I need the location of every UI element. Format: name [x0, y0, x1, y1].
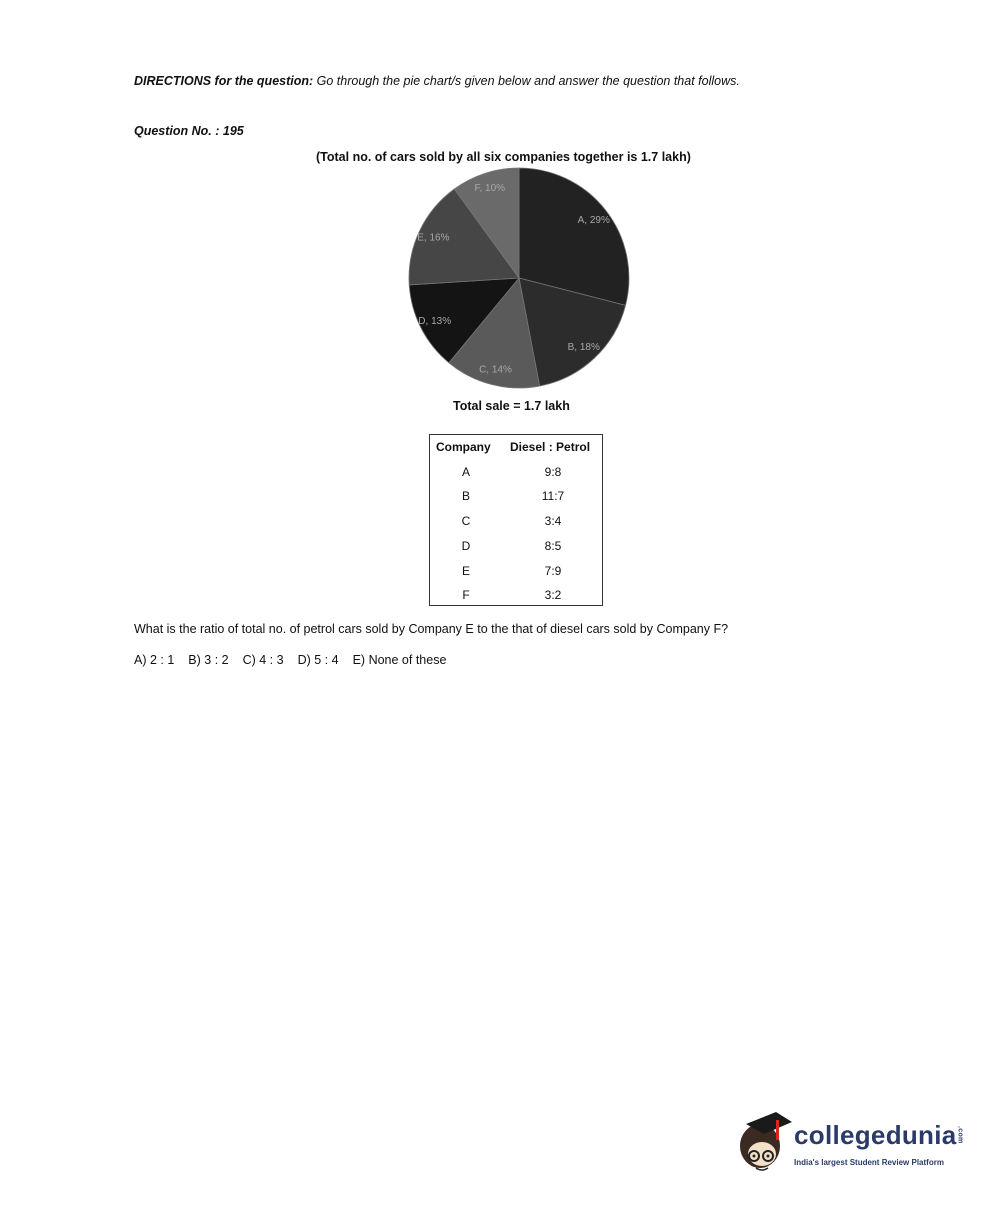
chart-title: (Total no. of cars sold by all six companies together is 1.7 lakh) [316, 150, 691, 164]
pie-label-b: B, 18% [567, 341, 600, 353]
table-row [430, 514, 602, 530]
table-cell-company: F [462, 588, 470, 602]
table-header-ratio: Diesel : Petrol [510, 440, 591, 454]
table-row [430, 489, 602, 505]
question-number: Question No. : 195 [134, 124, 244, 138]
option-c: C) 4 : 3 [242, 653, 284, 667]
table-cell-company: E [461, 564, 470, 578]
question-text: What is the ratio of total no. of petrol cars sold by Company E to the that of diesel cars sold by Company F? [134, 622, 729, 636]
mascot-icon [736, 1110, 792, 1182]
table-row [430, 588, 602, 604]
option-d: D) 5 : 4 [297, 653, 339, 667]
table-cell-ratio: 8:5 [544, 539, 562, 553]
logo-tagline: India's largest Student Review Platform [794, 1158, 944, 1167]
table-header-company: Company [436, 440, 491, 454]
table-cell-company: C [461, 514, 471, 528]
option-b: B) 3 : 2 [188, 653, 229, 667]
pie-label-e: E, 16% [417, 232, 450, 244]
logo-brand-name: collegedunia [794, 1120, 957, 1150]
table-cell-ratio: 9:8 [544, 465, 562, 479]
pie-chart [400, 160, 640, 396]
table-row [430, 539, 602, 555]
table-cell-company: A [461, 465, 470, 479]
directions-body: Go through the pie chart/s given below and answer the question that follows. [313, 74, 740, 88]
option-e: E) None of these [352, 653, 447, 667]
table-cell-ratio: 3:2 [544, 588, 562, 602]
answer-options [134, 653, 460, 667]
collegedunia-logo [736, 1110, 966, 1182]
logo-brand-text [794, 1120, 964, 1151]
table-cell-company: D [461, 539, 471, 553]
table-cell-ratio: 7:9 [544, 564, 562, 578]
total-sale-caption: Total sale = 1.7 lakh [453, 399, 570, 413]
table-row [430, 564, 602, 580]
table-cell-ratio: 3:4 [544, 514, 562, 528]
pie-label-f: F, 10% [474, 183, 506, 195]
logo-brand-suffix: .com [956, 1126, 964, 1144]
pie-label-c: C, 14% [479, 364, 512, 376]
option-a: A) 2 : 1 [134, 653, 175, 667]
table-cell-company: B [461, 489, 470, 503]
pie-label-d: D, 13% [418, 315, 452, 327]
table-cell-ratio: 11:7 [541, 489, 565, 503]
directions-label: DIRECTIONS for the question: [134, 74, 314, 88]
pie-label-a: A, 29% [577, 215, 610, 227]
directions-text [134, 74, 740, 88]
table-row [430, 465, 602, 481]
ratio-table [429, 434, 603, 606]
